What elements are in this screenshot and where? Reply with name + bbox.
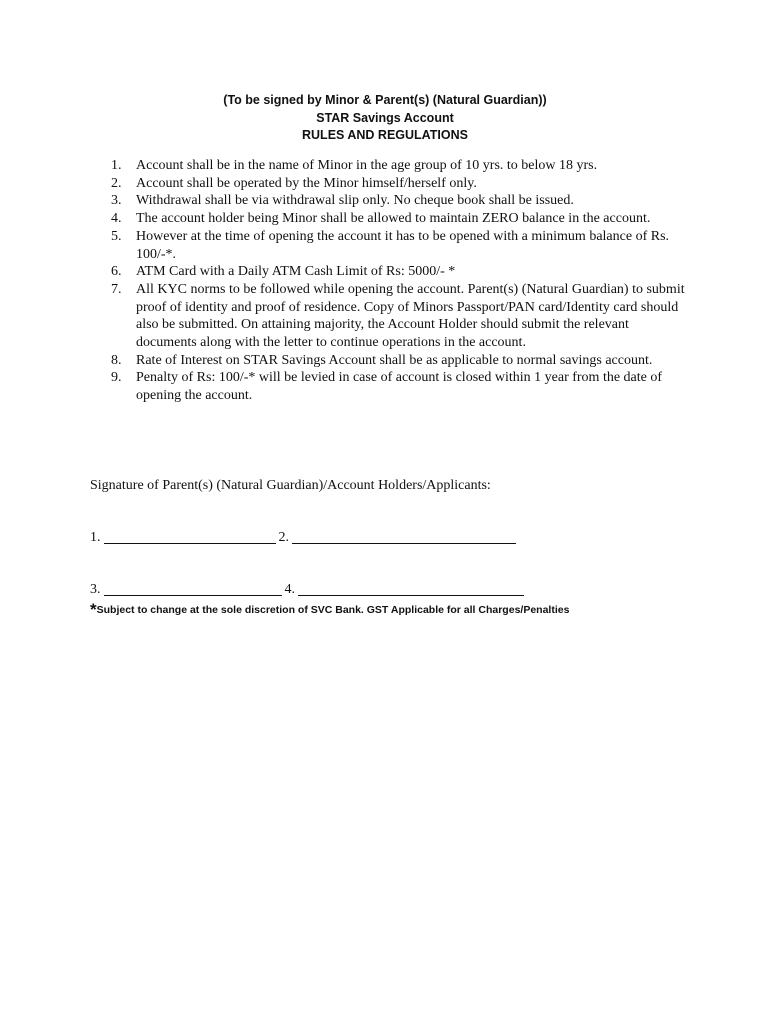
signature-field-2[interactable] — [292, 531, 516, 544]
document-header — [0, 92, 770, 145]
rule-text: Penalty of Rs: 100/-* will be levied in case of account is closed within 1 year from the date of opening the account. — [136, 370, 663, 404]
footnote-text: Subject to change at the sole discretion of SVC Bank. GST Applicable for all Charges/Penalties — [96, 604, 570, 616]
rules-list — [90, 157, 690, 405]
rule-text: Rate of Interest on STAR Savings Account shall be as applicable to normal savings account. — [136, 352, 653, 368]
rule-item — [90, 281, 690, 352]
signature-slot-number: 3. — [90, 582, 101, 597]
rule-number: 2. — [111, 175, 122, 191]
rule-number: 4. — [111, 211, 122, 227]
rule-item — [90, 228, 690, 263]
footnote-asterisk: * — [90, 600, 97, 619]
rule-text: ATM Card with a Daily ATM Cash Limit of Rs: 5000/- * — [136, 264, 456, 280]
rule-item — [90, 175, 690, 193]
rule-text: The account holder being Minor shall be allowed to maintain ZERO balance in the account. — [136, 211, 651, 227]
rule-number: 1. — [111, 158, 122, 173]
header-rules-title: RULES AND REGULATIONS — [302, 128, 468, 142]
signature-field-1[interactable] — [104, 531, 276, 544]
rule-number: 3. — [111, 193, 122, 209]
signature-slot-number: 2. — [278, 530, 289, 545]
rule-text: Account shall be operated by the Minor himself/herself only. — [136, 175, 477, 191]
rule-item — [90, 192, 690, 210]
rule-item — [90, 369, 690, 404]
rule-text: Account shall be in the name of Minor in the age group of 10 yrs. to below 18 yrs. — [136, 158, 598, 173]
footnote — [90, 600, 569, 620]
rule-number: 5. — [111, 228, 122, 244]
signature-field-4[interactable] — [298, 583, 524, 596]
rule-number: 7. — [111, 281, 122, 297]
signature-row — [90, 581, 527, 599]
rule-text: However at the time of opening the account it has to be opened with a minimum balance of Rs. 100/-*. — [136, 228, 670, 262]
rule-text: Withdrawal shall be via withdrawal slip only. No cheque book shall be issued. — [136, 193, 574, 209]
signature-field-3[interactable] — [104, 583, 282, 596]
signature-row — [90, 529, 519, 547]
signature-label: Signature of Parent(s) (Natural Guardian)/Account Holders/Applicants: — [90, 478, 491, 493]
header-account-name: STAR Savings Account — [316, 110, 454, 125]
rule-number: 8. — [111, 352, 122, 368]
rule-text: All KYC norms to be followed while opening the account. Parent(s) (Natural Guardian) to submit proof of identity and proof of residence. Copy of Minors Passport/PAN card/Identity card should also be submitted. On attaining majority, the Account Holder should submit the relevant documents along with the letter to continue operations in the account. — [136, 281, 685, 351]
rule-item — [90, 352, 690, 370]
rule-number: 6. — [111, 264, 122, 280]
rule-item — [90, 157, 690, 175]
rule-number: 9. — [111, 370, 122, 386]
rule-item — [90, 263, 690, 281]
signature-slot-number: 4. — [284, 582, 295, 597]
rule-item — [90, 210, 690, 228]
signature-slot-number: 1. — [90, 530, 101, 545]
header-signing-note: (To be signed by Minor & Parent(s) (Natural Guardian)) — [223, 93, 547, 107]
